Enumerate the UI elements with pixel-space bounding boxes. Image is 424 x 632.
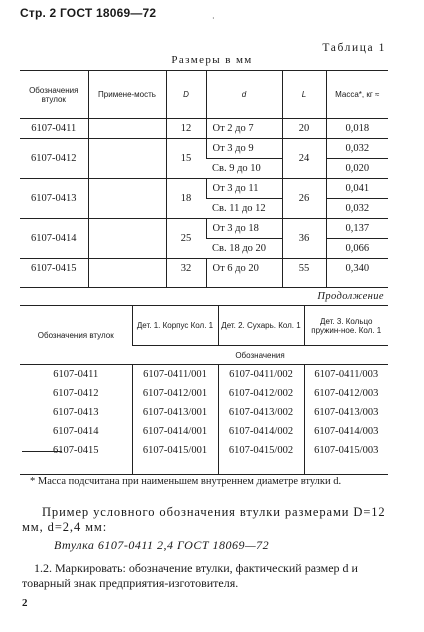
cell-det3: 6107-0411/003 — [304, 365, 388, 385]
cell-designation: 6107-0412 — [53, 388, 99, 399]
cell-designation: 6107-0411 — [53, 369, 99, 380]
table-row — [20, 384, 388, 403]
page-header: Стр. 2 ГОСТ 18069—72 — [20, 6, 157, 20]
table-row — [20, 422, 388, 441]
cell-mass: 0,020 — [326, 159, 388, 179]
cell-d: От 3 до 11 — [206, 179, 282, 199]
header-det1: Дет. 1. Корпус Кол. 1 — [132, 306, 218, 346]
cell-det1: 6107-0412/001 — [132, 384, 218, 403]
table-header-row — [20, 71, 388, 119]
page-number: 2 — [22, 597, 28, 609]
cell-L: 55 — [282, 259, 326, 279]
cell-d: От 2 до 7 — [206, 119, 282, 139]
cell-mass: 0,340 — [326, 259, 388, 279]
cell-det2: 6107-0411/002 — [218, 365, 304, 385]
footnote-rule — [22, 451, 62, 452]
table-row — [20, 139, 388, 159]
cell-application — [88, 219, 166, 259]
cell-L: 36 — [282, 219, 326, 259]
table1-label: Таблица 1 — [322, 42, 386, 54]
cell-designation: 6107-0414 — [20, 219, 88, 259]
dimensions-table — [20, 70, 388, 288]
header-L: L — [282, 71, 326, 119]
parts-table — [20, 305, 388, 475]
cell-det1: 6107-0411/001 — [132, 365, 218, 385]
cell-mass: 0,137 — [326, 219, 388, 239]
cell-D: 18 — [166, 179, 206, 219]
table-row — [20, 119, 388, 139]
cell-mass: 0,041 — [326, 179, 388, 199]
cell-designation: 6107-0415 — [53, 445, 99, 456]
cell-det2: 6107-0412/002 — [218, 384, 304, 403]
cell-application — [88, 179, 166, 219]
example-designation: Втулка 6107-0411 2,4 ГОСТ 18069—72 — [54, 538, 270, 552]
table1-caption: Размеры в мм — [171, 54, 253, 66]
footnote: * Масса подсчитана при наименьшем внутреннем диаметре втулки d. — [30, 476, 342, 487]
table-row — [20, 259, 388, 279]
cell-mass: 0,018 — [326, 119, 388, 139]
cell-det3: 6107-0415/003 — [304, 441, 388, 460]
cell-det1: 6107-0415/001 — [132, 441, 218, 460]
cell-D: 25 — [166, 219, 206, 259]
print-mark: · — [212, 14, 215, 23]
cell-designation: 6107-0415 — [20, 259, 88, 279]
header-det3: Дет. 3. Кольцо пружин-ное. Кол. 1 — [304, 306, 388, 346]
cell-L: 24 — [282, 139, 326, 179]
cell-application — [88, 119, 166, 139]
header-D: D — [166, 71, 206, 119]
table-spacer-row — [20, 278, 388, 288]
cell-L: 20 — [282, 119, 326, 139]
cell-mass: 0,066 — [326, 239, 388, 259]
cell-L: 26 — [282, 179, 326, 219]
marking-paragraph: 1.2. Маркировать: обозначение втулки, фактический размер d и товарный знак предприятия-изготовителя. — [22, 561, 358, 590]
cell-application — [88, 139, 166, 179]
table-spacer-row — [20, 460, 388, 475]
table-header-row — [20, 306, 388, 346]
table-row — [20, 365, 388, 385]
example-paragraph: Пример условного обозначения втулки размерами D=12 мм, d=2,4 мм: — [22, 505, 386, 534]
cell-det2: 6107-0415/002 — [218, 441, 304, 460]
header-designation: Обозначения втулок — [20, 71, 88, 119]
cell-det1: 6107-0414/001 — [132, 422, 218, 441]
header-det2: Дет. 2. Сухарь. Кол. 1 — [218, 306, 304, 346]
table-row — [20, 403, 388, 422]
table-row — [20, 179, 388, 199]
cell-d: Св. 9 до 10 — [206, 159, 282, 179]
cell-det2: 6107-0413/002 — [218, 403, 304, 422]
cell-det3: 6107-0412/003 — [304, 384, 388, 403]
cell-designation: 6107-0411 — [31, 123, 77, 134]
cell-d: От 3 до 18 — [206, 219, 282, 239]
cell-D: 32 — [166, 259, 206, 279]
header-sub: Обозначения — [132, 346, 388, 365]
cell-designation: 6107-0413 — [53, 407, 99, 418]
header-d: d — [206, 71, 282, 119]
header-mass: Масса*, кг ≈ — [326, 71, 388, 119]
cell-designation: 6107-0414 — [53, 426, 99, 437]
cell-D: 15 — [166, 139, 206, 179]
cell-mass: 0,032 — [326, 139, 388, 159]
cell-D: 12 — [166, 119, 206, 139]
cell-application — [88, 259, 166, 279]
cell-d: От 6 до 20 — [206, 259, 282, 279]
cell-det3: 6107-0414/003 — [304, 422, 388, 441]
cell-det1: 6107-0413/001 — [132, 403, 218, 422]
cell-det2: 6107-0414/002 — [218, 422, 304, 441]
table2-label: Продолжение — [317, 291, 384, 302]
cell-designation: 6107-0412 — [20, 139, 88, 179]
header-application: Примене-мость — [88, 71, 166, 119]
table-row — [20, 219, 388, 239]
header-designation: Обозначения втулок — [20, 306, 132, 365]
cell-d: Св. 11 до 12 — [206, 199, 282, 219]
cell-designation: 6107-0413 — [20, 179, 88, 219]
cell-d: Св. 18 до 20 — [206, 239, 282, 259]
cell-det3: 6107-0413/003 — [304, 403, 388, 422]
cell-d: От 3 до 9 — [206, 139, 282, 159]
cell-mass: 0,032 — [326, 199, 388, 219]
table-row — [20, 441, 388, 460]
